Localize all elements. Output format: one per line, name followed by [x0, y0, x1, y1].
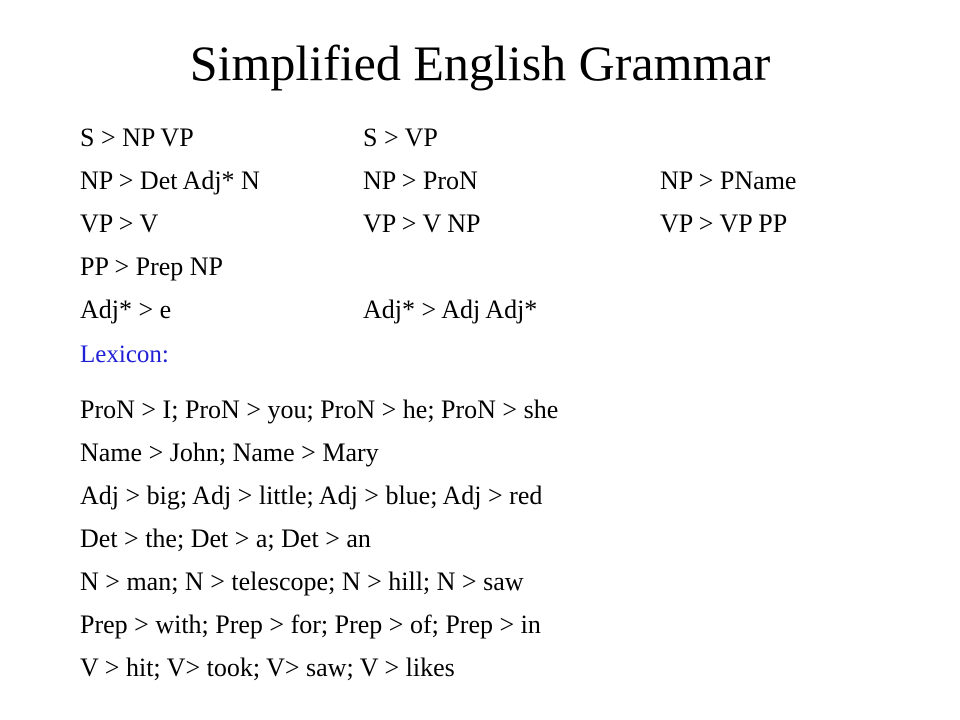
rule: NP > Det Adj* N	[80, 166, 260, 195]
grammar-rules	[80, 116, 900, 331]
rule-row	[80, 245, 900, 288]
rule-row	[80, 288, 900, 331]
lexicon-entry: Det > the; Det > a; Det > an	[80, 524, 371, 553]
lexicon-entry: Prep > with; Prep > for; Prep > of; Prep > in	[80, 610, 541, 639]
rule: S > VP	[363, 123, 438, 152]
rule: VP > VP PP	[660, 209, 788, 238]
rule-row	[80, 159, 900, 202]
rule: Adj* > Adj Adj*	[363, 295, 538, 324]
rule-row	[80, 202, 900, 245]
rule: Adj* > e	[80, 295, 172, 324]
rule: VP > V	[80, 209, 159, 238]
rule-row	[80, 116, 900, 159]
rule: S > NP VP	[80, 123, 194, 152]
lexicon-list	[80, 388, 920, 689]
page-title: Simplified English Grammar	[189, 35, 771, 91]
lexicon-heading: Lexicon:	[80, 341, 169, 368]
rule: VP > V NP	[363, 209, 481, 238]
lexicon-entry: Name > John; Name > Mary	[80, 438, 379, 467]
rule: PP > Prep NP	[80, 252, 224, 281]
rule: NP > ProN	[363, 166, 478, 195]
lexicon-entry: V > hit; V> took; V> saw; V > likes	[80, 653, 455, 682]
lexicon-entry: ProN > I; ProN > you; ProN > he; ProN > she	[80, 395, 559, 424]
lexicon-entry: Adj > big; Adj > little; Adj > blue; Adj > red	[80, 481, 543, 510]
rule: NP > PName	[660, 166, 797, 195]
lexicon-entry: N > man; N > telescope; N > hill; N > saw	[80, 567, 524, 596]
